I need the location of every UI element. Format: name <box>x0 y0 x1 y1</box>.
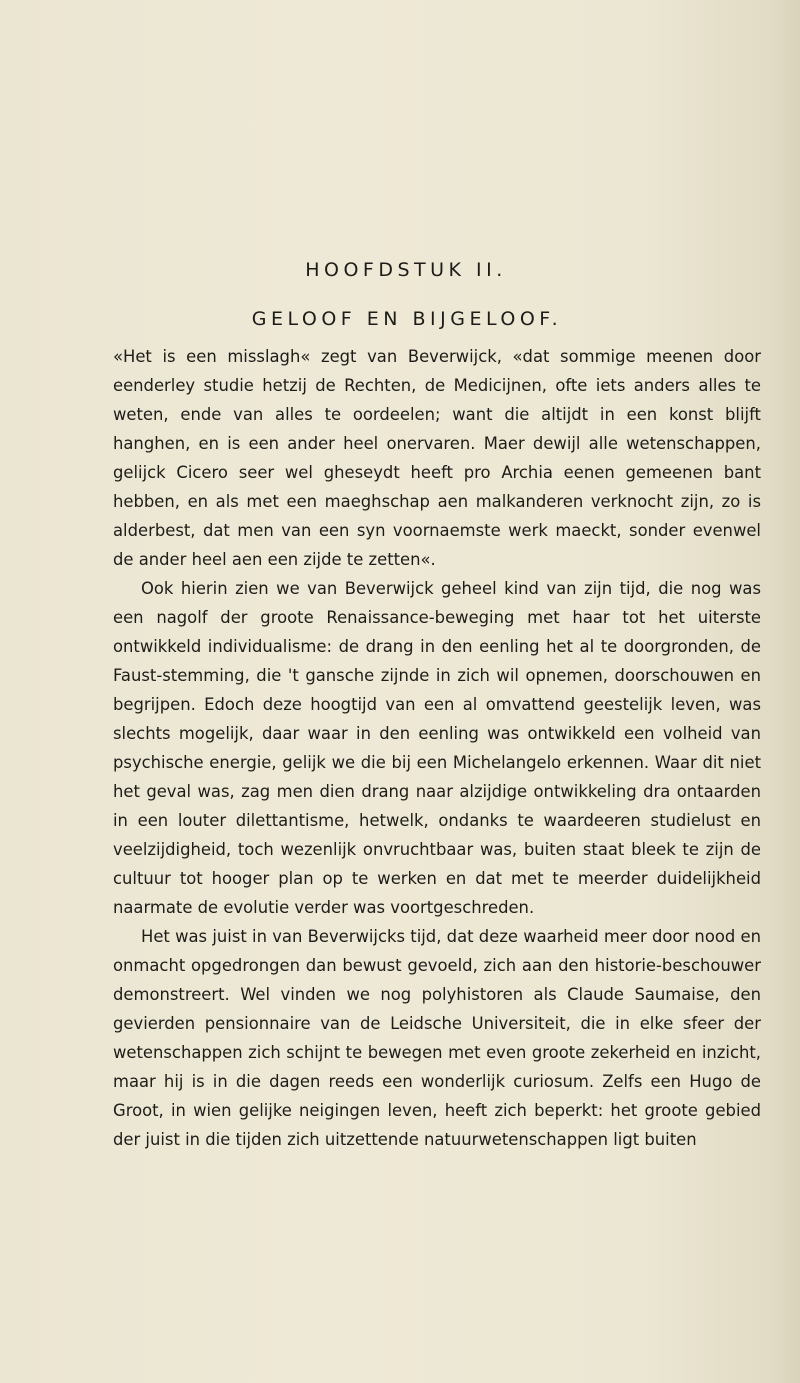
paragraph: Het was juist in van Beverwijcks tijd, dat deze waarheid meer door nood en onmacht opgedrongen dan bewust gevoeld, zich aan den historie-beschouwer demonstreert. Wel vinden we nog polyhistoren als Claude Saumaise, den gevierden pensionnaire van de Leidsche Universiteit, die in elke sfeer der wetenschappen zich schijnt te bewegen met even groote zekerheid en inzicht, maar hij is in die dagen reeds een wonderlijk curiosum. Zelfs een Hugo de Groot, in wien gelijke neigingen leven, heeft zich beperkt: het groote gebied der juist in die tijden zich uitzettende natuurwetenschappen ligt buiten <box>113 927 761 1149</box>
paragraph: «Het is een misslagh« zegt van Beverwijck, «dat sommige meenen door eenderley studie hetzij de Rechten, de Medicijnen, ofte iets anders alles te weten, ende van alles te oordeelen; want die altijdt in een konst blijft hanghen, en is een ander heel onervaren. Maer dewijl alle wetenschappen, gelijck Cicero seer wel gheseydt heeft pro Archia eenen gemeenen bant hebben, en als met een maeghschap aen malkanderen verknocht zijn, zo is alderbest, dat men van een syn voornaemste werk maeckt, sonder evenwel de ander heel aen een zijde te zetten«. <box>113 347 761 569</box>
paragraph: Ook hierin zien we van Beverwijck geheel kind van zijn tijd, die nog was een nagolf der groote Renaissance-beweging met haar tot het uiterste ontwikkeld individualisme: de drang in den eenling het al te doorgronden, de Faust-stemming, die 't gansche zijnde in zich wil opnemen, doorschouwen en begrijpen. Edoch deze hoogtijd van een al omvattend geestelijk leven, was slechts mogelijk, daar waar in den eenling was ontwikkeld een volheid van psychische energie, gelijk we die bij een Michelangelo erkennen. Waar dit niet het geval was, zag men dien drang naar alzijdige ontwikkeling dra ontaarden in een louter dilettantisme, hetwelk, ondanks te waardeeren studielust en veelzijdigheid, toch wezenlijk onvruchtbaar was, buiten staat bleek te zijn de cultuur tot hooger plan op te werken en dat met te meerder duidelijkheid naarmate de evolutie verder was voortgeschreden. <box>113 579 761 917</box>
chapter-heading: HOOFDSTUK II. <box>305 259 507 281</box>
chapter-title: GELOOF EN BIJGELOOF. <box>251 308 563 330</box>
body-text <box>113 342 761 1154</box>
